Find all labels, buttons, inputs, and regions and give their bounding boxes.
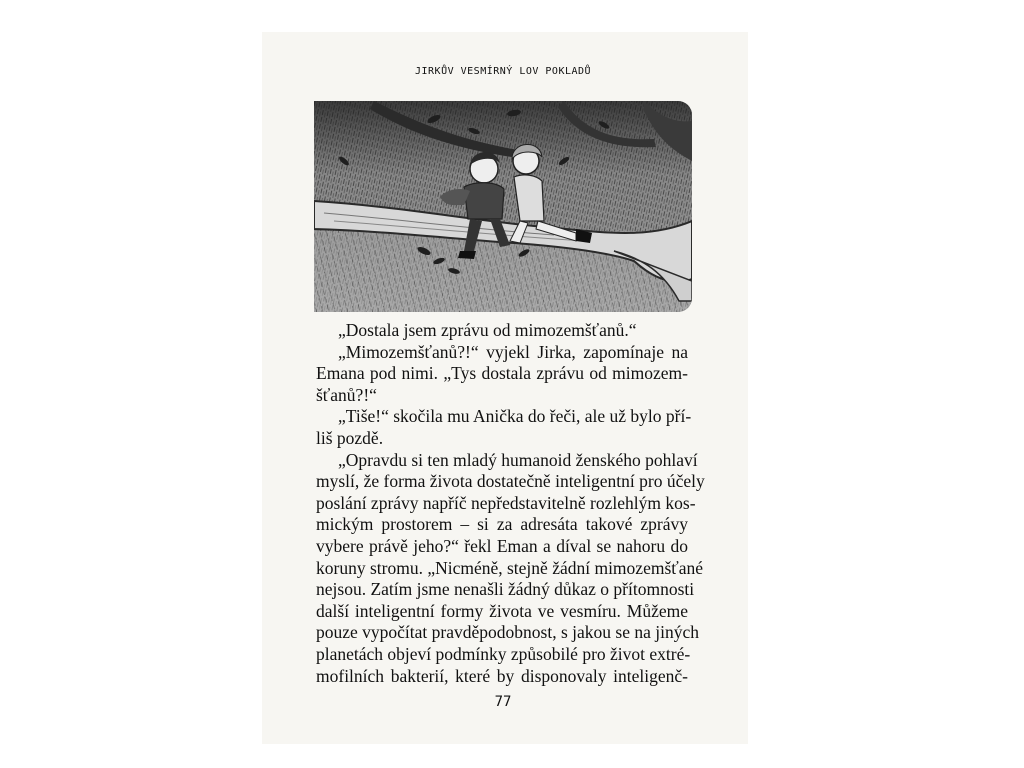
text-line: poslání zprávy napříč nepředstavitelně rozlehlým kos- <box>316 492 696 513</box>
running-head: JIRKŮV VESMÍRNÝ LOV POKLADŮ <box>415 66 592 77</box>
text-line: šťanů?!“ <box>316 384 377 405</box>
body-text <box>316 320 705 687</box>
text-line: nejsou. Zatím jsme nenašli žádný důkaz o přítomnosti <box>316 579 695 600</box>
tree-illustration <box>314 101 692 312</box>
text-line: „Tiše!“ skočila mu Anička do řeči, ale už bylo pří- <box>338 406 692 427</box>
text-line: „Opravdu si ten mladý humanoid ženského pohlaví <box>338 449 698 470</box>
text-line: mickým prostorem – si za adresáta takové zprávy <box>316 514 688 535</box>
text-line: koruny stromu. „Nicméně, stejně žádní mimozemšťané <box>316 557 704 578</box>
text-line: další inteligentní formy života ve vesmíru. Můžeme <box>316 600 688 621</box>
text-line: „Mimozemšťanů?!“ vyjekl Jirka, zapomínaje na <box>338 341 688 362</box>
text-line: myslí, že forma života dostatečně inteligentní pro účely <box>316 471 705 492</box>
page-number: 77 <box>494 694 512 710</box>
text-line: pouze vypočítat pravděpodobnost, s jakou se na jiných <box>316 622 699 643</box>
text-line: vybere právě jeho?“ řekl Eman a díval se nahoru do <box>316 535 688 556</box>
text-line: „Dostala jsem zprávu od mimozemšťanů.“ <box>338 320 637 340</box>
text-line: planetách objeví podmínky způsobilé pro život extré- <box>316 643 691 664</box>
text-line: mofilních bakterií, které by disponovaly inteligenč- <box>316 665 688 686</box>
text-line: Emana pod nimi. „Tys dostala zprávu od mimozem- <box>316 363 688 384</box>
text-line: liš pozdě. <box>316 427 384 448</box>
